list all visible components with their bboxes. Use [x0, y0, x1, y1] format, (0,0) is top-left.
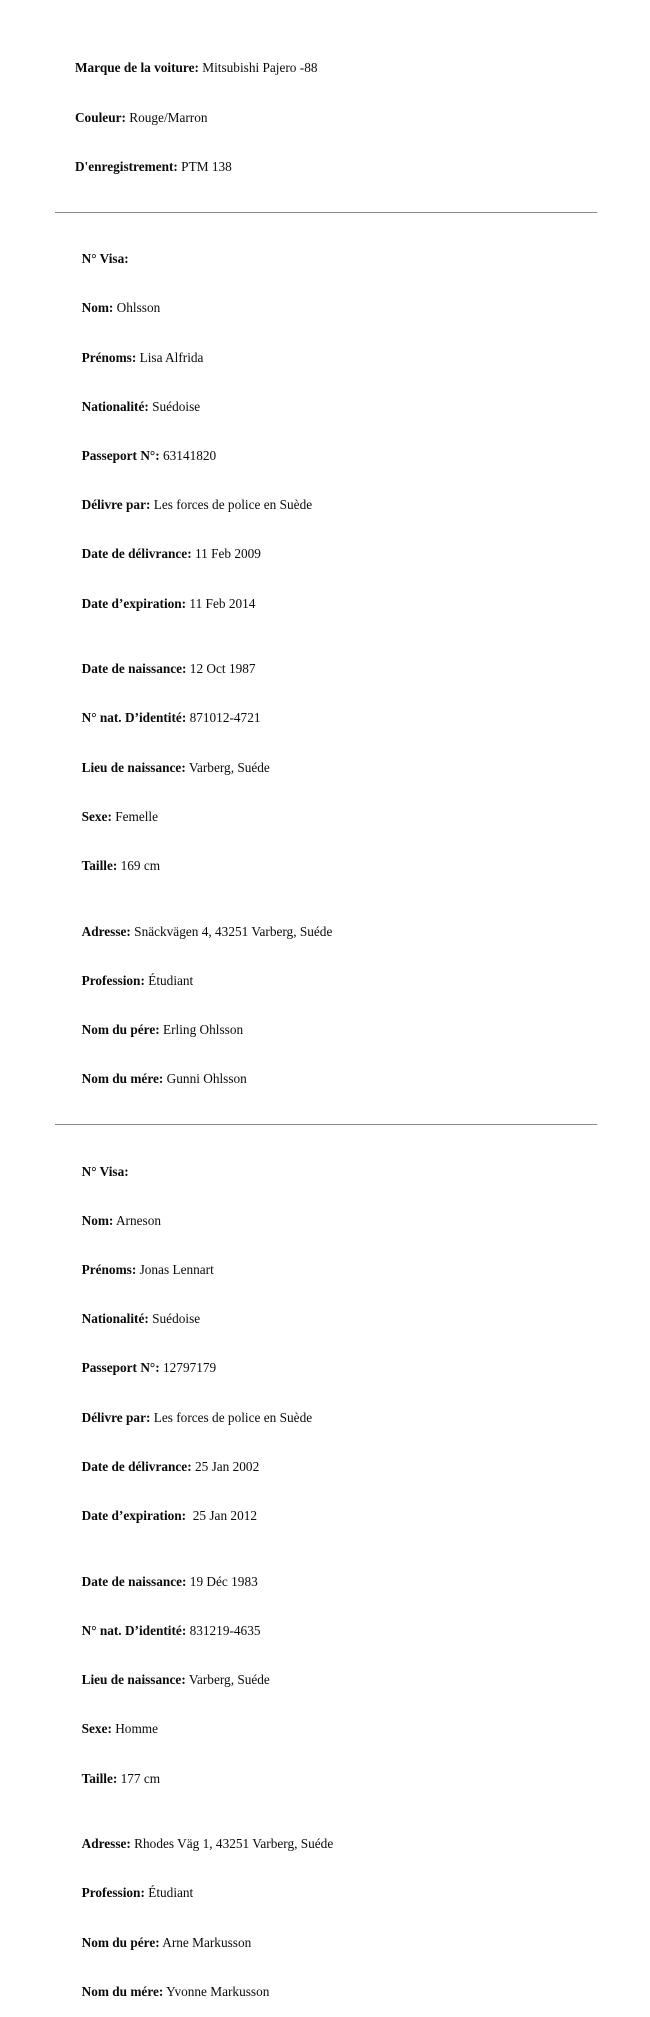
field-label: Nom: — [81, 300, 114, 316]
field-label: Profession: — [81, 972, 145, 988]
field-value: Jonas Lennart — [136, 1262, 214, 1277]
field-label: Date de délivrance: — [81, 1458, 192, 1474]
field-value: 19 Déc 1983 — [186, 1573, 258, 1589]
field-label: Date d’expiration: — [81, 1508, 187, 1524]
field-value: Étudiant — [144, 1885, 194, 1901]
field-row — [55, 645, 597, 694]
field-label: Prénoms: — [81, 349, 137, 365]
field-label: Nom du pére: — [81, 1934, 160, 1950]
field-row — [55, 44, 597, 93]
field-row — [55, 1393, 597, 1442]
field-value: 12 Oct 1987 — [186, 661, 256, 677]
field-value: Gunni Ohlsson — [163, 1071, 247, 1087]
field-value: Suédoise — [148, 1311, 201, 1327]
field-row — [55, 1492, 597, 1541]
person-record — [55, 235, 597, 1105]
field-label: N° nat. D’identité: — [81, 1622, 187, 1638]
field-row — [55, 842, 597, 891]
field-value: Femelle — [111, 808, 159, 824]
block-spacer — [55, 891, 597, 907]
field-row — [55, 432, 597, 481]
field-label: Date de naissance: — [81, 1573, 187, 1589]
field-row — [55, 235, 597, 284]
field-label: Date de délivrance: — [81, 546, 192, 562]
block-spacer — [55, 1541, 597, 1557]
field-label: Nationalité: — [81, 1311, 149, 1327]
field-value: 169 cm — [117, 858, 161, 874]
field-label: Date de naissance: — [81, 661, 187, 677]
contact-block — [55, 1820, 597, 2017]
field-value: Homme — [111, 1721, 159, 1737]
field-label: Nationalité: — [81, 398, 149, 414]
field-row — [55, 1055, 597, 1104]
field-row — [55, 284, 597, 333]
field-label: Délivre par: — [81, 1409, 151, 1425]
field-label: Nom du mére: — [81, 1983, 164, 1999]
field-label: Taille: — [81, 1770, 118, 1786]
field-row — [55, 1869, 597, 1918]
section-divider — [55, 1124, 597, 1125]
field-label: Date d’expiration: — [81, 595, 187, 611]
field-value: Lisa Alfrida — [136, 349, 204, 365]
field-value: Arneson — [113, 1212, 162, 1228]
field-value: 25 Jan 2012 — [186, 1508, 258, 1524]
person-record — [55, 1147, 597, 2017]
field-value: Mitsubishi Pajero -88 — [198, 60, 318, 76]
field-row — [55, 1918, 597, 1967]
field-label: Nom: — [81, 1212, 114, 1228]
field-label: Taille: — [81, 858, 118, 874]
field-row — [55, 1442, 597, 1491]
field-label: Marque de la voiture: — [74, 60, 199, 76]
section-divider — [55, 212, 597, 213]
field-value: 11 Feb 2009 — [191, 546, 261, 562]
field-value: 177 cm — [117, 1770, 161, 1786]
field-row — [55, 1006, 597, 1055]
field-row — [55, 1705, 597, 1754]
field-row — [55, 579, 597, 628]
block-spacer — [55, 628, 597, 644]
field-row — [55, 1344, 597, 1393]
field-value: Les forces de police en Suède — [150, 497, 313, 513]
birth-block — [55, 645, 597, 891]
field-label: Couleur: — [74, 109, 126, 125]
field-value: Erling Ohlsson — [159, 1022, 244, 1038]
field-row — [55, 1820, 597, 1869]
field-row — [55, 1557, 597, 1606]
field-value: Arne Markusson — [159, 1934, 252, 1950]
field-value: Varberg, Suéde — [185, 759, 270, 775]
field-label: Sexe: — [81, 808, 112, 824]
field-row — [55, 1147, 597, 1196]
field-row — [55, 694, 597, 743]
vehicle-details-block — [55, 44, 597, 192]
field-value: 25 Jan 2002 — [191, 1458, 260, 1474]
field-row — [55, 1967, 597, 2016]
field-row — [55, 792, 597, 841]
field-value: Yvonne Markusson — [163, 1983, 270, 1999]
identity-block — [55, 1147, 597, 1541]
field-row — [55, 1295, 597, 1344]
field-row — [55, 530, 597, 579]
field-label: N° Visa: — [81, 1163, 129, 1179]
field-row — [55, 481, 597, 530]
field-row — [55, 1754, 597, 1803]
field-value: 831219-4635 — [186, 1622, 261, 1638]
field-label: Prénoms: — [81, 1262, 137, 1277]
field-row — [55, 1196, 597, 1245]
field-value: 12797179 — [159, 1360, 217, 1376]
field-label: Adresse: — [81, 923, 131, 939]
field-row — [55, 1246, 597, 1295]
field-row — [55, 142, 597, 191]
field-label: Profession: — [81, 1885, 145, 1901]
field-label: Délivre par: — [81, 497, 151, 513]
field-row — [55, 333, 597, 382]
section-divider-wrap — [55, 1104, 597, 1147]
field-value: 871012-4721 — [186, 710, 261, 726]
field-row — [55, 1607, 597, 1656]
field-label: Sexe: — [81, 1721, 112, 1737]
block-spacer — [55, 1803, 597, 1819]
field-label: N° nat. D’identité: — [81, 710, 187, 726]
field-value: 63141820 — [159, 447, 217, 463]
field-value: Rhodes Väg 1, 43251 Varberg, Suéde — [130, 1836, 334, 1852]
field-value: Suédoise — [148, 398, 201, 414]
contact-block — [55, 907, 597, 1104]
field-value: Rouge/Marron — [125, 109, 208, 125]
field-value: Ohlsson — [113, 300, 161, 316]
field-label: Nom du pére: — [81, 1022, 160, 1038]
field-row — [55, 93, 597, 142]
field-row — [55, 743, 597, 792]
field-row — [55, 382, 597, 431]
field-label: Nom du mére: — [81, 1071, 164, 1087]
birth-block — [55, 1557, 597, 1803]
field-row — [55, 1656, 597, 1705]
field-label: Lieu de naissance: — [81, 1672, 186, 1688]
field-value: Varberg, Suéde — [185, 1672, 270, 1688]
field-label: Lieu de naissance: — [81, 759, 186, 775]
field-value: Snäckvägen 4, 43251 Varberg, Suéde — [130, 923, 333, 939]
section-divider-wrap — [55, 192, 597, 235]
field-value: 11 Feb 2014 — [186, 595, 256, 611]
field-value: Étudiant — [144, 972, 194, 988]
field-label: Adresse: — [81, 1836, 131, 1852]
identity-block — [55, 235, 597, 629]
field-row — [55, 957, 597, 1006]
field-value: PTM 138 — [177, 158, 232, 174]
field-value: Les forces de police en Suède — [150, 1409, 313, 1425]
field-label: D'enregistrement: — [74, 158, 178, 174]
field-row — [55, 907, 597, 956]
field-label: N° Visa: — [81, 251, 129, 267]
field-label: Passeport N°: — [81, 1360, 160, 1376]
field-label: Passeport N°: — [81, 447, 160, 463]
